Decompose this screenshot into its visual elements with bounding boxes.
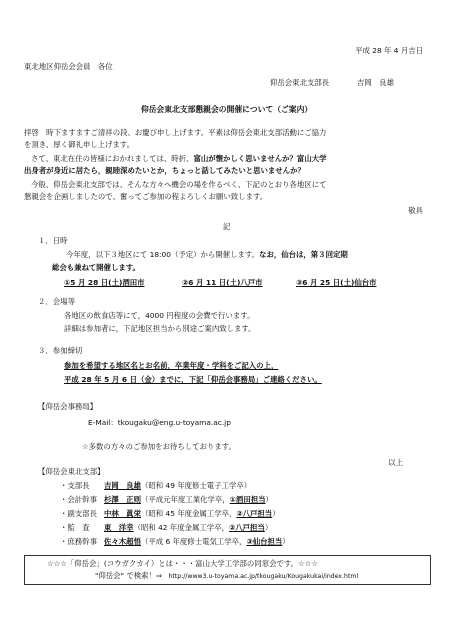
footer-url-link[interactable]: http://www3.u-toyama.ac.jp/tkougaku/Kougakukai/index.html bbox=[168, 573, 359, 580]
officer-detail: （昭和 45 年度金属工学卒， bbox=[140, 509, 237, 518]
officer-tail: ） bbox=[272, 509, 280, 518]
intro-line-3-plain: さて、東北在住の皆様におかれましては、時折、 bbox=[31, 154, 194, 163]
officer-tail: ） bbox=[265, 495, 273, 504]
footer-line-2 bbox=[95, 571, 358, 581]
officer-role: ・庶務幹事 bbox=[60, 537, 97, 546]
sender-name: 吉岡 良雄 bbox=[357, 78, 394, 87]
intro-line-3 bbox=[31, 154, 327, 163]
officer-area: ②八戸担当 bbox=[236, 509, 273, 518]
section1-line-2: 総会も兼ねて開催します。 bbox=[52, 263, 140, 272]
keigu: 敬具 bbox=[408, 206, 423, 215]
intro-line-3-emphasis: 富山が懐かしく思いませんか？富山大学 bbox=[193, 154, 327, 163]
officer-row bbox=[60, 537, 290, 546]
section1-line-1-plain: 今年度，以下３地区にて 18:00（予定）から開催します。 bbox=[66, 250, 260, 259]
officer-name: 吉岡 良雄 bbox=[104, 481, 141, 490]
officer-row bbox=[60, 509, 280, 518]
recipient: 東北地区仰岳会会員 各位 bbox=[24, 62, 113, 71]
officer-row bbox=[60, 523, 272, 532]
closing-message: ☆多数の方々のご参加をお待ちしております。 bbox=[82, 442, 236, 451]
office-email bbox=[88, 418, 231, 427]
ki-marker: 記 bbox=[223, 222, 231, 231]
officer-area: ②八戸担当 bbox=[228, 523, 265, 532]
officer-tail: ） bbox=[282, 537, 290, 546]
office-heading: 【仰岳会事務局】 bbox=[38, 402, 98, 411]
section2-line-2: 詳細は参加者に，下記地区担当から別途ご案内致します。 bbox=[64, 324, 256, 333]
ijo: 以上 bbox=[388, 458, 403, 467]
section2-heading: ２．会場等 bbox=[38, 297, 75, 306]
footer-box bbox=[24, 555, 431, 585]
sender-org: 仰岳会東北支部長 bbox=[270, 78, 330, 87]
officer-tail: ） bbox=[264, 523, 273, 532]
section1-line-1 bbox=[66, 250, 348, 259]
branch-heading: 【仰岳会東北支部】 bbox=[38, 467, 105, 476]
officer-name: 佐々木超悟 bbox=[104, 537, 141, 546]
officer-detail: （昭和 49 年度修士電子工学卒） bbox=[140, 481, 252, 490]
section3-line-2: 平成 28 年 5 月 6 日（金）までに，下記「仰岳会事務局」ご連絡ください。 bbox=[64, 375, 322, 384]
section1-line-1-emphasis: なお，仙台は，第３回定期 bbox=[259, 250, 348, 259]
section3-heading: ３．参加締切 bbox=[38, 346, 83, 355]
footer-line-1: ☆☆☆「仰岳会」(コウガクカイ）とは・・・富山大学工学部の同窓会です。☆☆☆ bbox=[47, 559, 318, 568]
intro-line-1: 拝啓 時下ますますご清祥の段、お慶び申し上げます。平素は仰岳会東北支部活動にご協力 bbox=[24, 128, 327, 137]
document-date: 平成 28 年 4 月吉日 bbox=[355, 46, 423, 55]
event-sendai: ③6 月 25 日(土)仙台市 bbox=[296, 278, 377, 287]
officer-detail: （昭和 42 年度金属工学卒， bbox=[133, 523, 229, 532]
officer-area: ③仙台担当 bbox=[246, 537, 283, 546]
intro-line-2: を頂き、厚く御礼申し上げます。 bbox=[24, 140, 134, 149]
officer-row bbox=[60, 495, 273, 504]
officer-detail: （平成元年度工業化学卒， bbox=[140, 495, 230, 504]
officer-area: ①酒田担当 bbox=[229, 495, 266, 504]
officer-role: ・支部長 bbox=[60, 481, 90, 490]
officer-role: ・監 査 bbox=[60, 523, 90, 532]
officer-name: 中林 眞栄 bbox=[104, 509, 141, 518]
section2-line-1: 各地区の飲食店等にて，4000 円程度の会費で行います。 bbox=[64, 311, 255, 320]
intro-line-6: 懇親会を企画しましたので、奮ってご参加の程よろしくお願い致します。 bbox=[24, 192, 268, 201]
intro-line-5: 今般、仰岳会東北支部では、そんな方々へ機会の場を作るべく、下記のとおり各地区にて bbox=[31, 180, 327, 189]
officer-role: ・副支部長 bbox=[60, 509, 97, 518]
officer-detail: （平成 6 年度修士電気工学卒， bbox=[140, 537, 247, 546]
footer-search-text: "仰岳会" で検索！⇒ bbox=[95, 571, 163, 580]
section3-line-1: 参加を希望する地区名とお名前，卒業年度・学科をご記入の上， bbox=[64, 361, 279, 370]
event-hachinohe: ②6 月 11 日(土)八戸市 bbox=[182, 278, 263, 287]
event-sakata: ①5 月 28 日(土)酒田市 bbox=[64, 278, 145, 287]
intro-line-4: 出身者が身近に居たら，親睦深めたいとか，ちょっと話してみたいと思いませんか？ bbox=[24, 166, 305, 175]
email-label: E-Mail： bbox=[88, 418, 118, 427]
page-title: 仰岳会東北支部懇親会の開催について（ご案内） bbox=[140, 105, 313, 114]
section1-heading: １．日時 bbox=[38, 236, 68, 245]
officer-role: ・会計幹事 bbox=[60, 495, 97, 504]
officer-name: 杉澤 正则 bbox=[104, 495, 141, 504]
officer-name: 東 洋幸 bbox=[104, 523, 134, 532]
officer-row bbox=[60, 481, 251, 490]
email-address[interactable]: tkougaku@eng.u-toyama.ac.jp bbox=[117, 418, 231, 427]
